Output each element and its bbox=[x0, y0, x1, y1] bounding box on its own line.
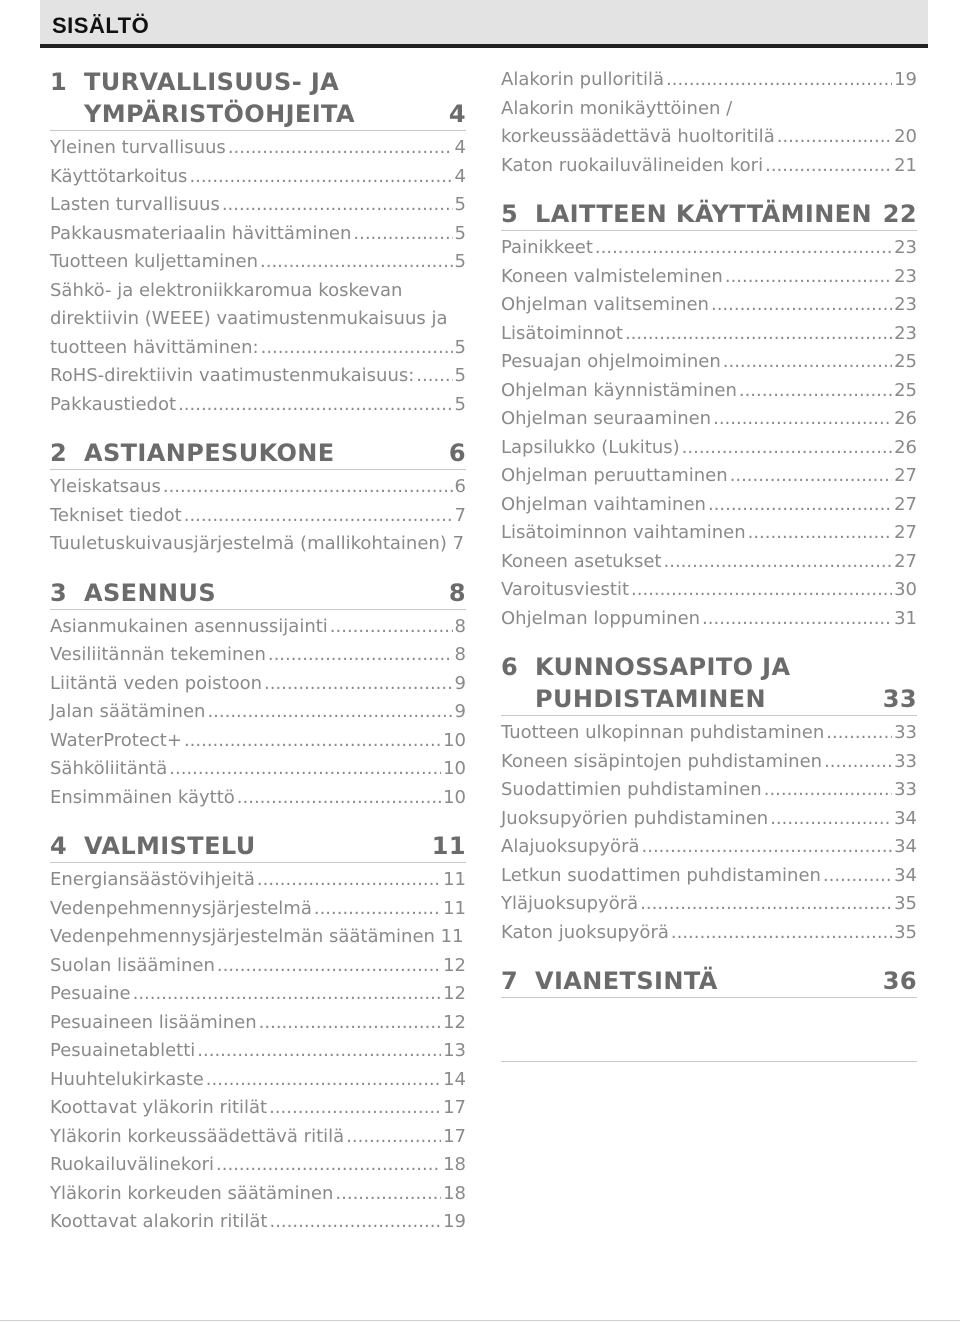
toc-entry-leader bbox=[169, 755, 441, 784]
section-title-line: LAITTEEN KÄYTTÄMINEN bbox=[535, 200, 872, 228]
toc-entry-leader bbox=[682, 434, 892, 463]
toc-entry-leader bbox=[207, 698, 452, 727]
toc-entry-page: 9 bbox=[454, 701, 466, 722]
toc-entry-page: 23 bbox=[894, 265, 917, 287]
toc-entry-leader bbox=[777, 123, 892, 152]
toc-entry-title: Huuhtelukirkaste bbox=[50, 1068, 204, 1090]
toc-entry-title: Ensimmäinen käyttö bbox=[50, 786, 235, 808]
toc-entry-line[interactable]: direktiivin (WEEE) vaatimustenmukaisuus ja bbox=[50, 308, 448, 329]
section-page: 22 bbox=[882, 200, 917, 228]
toc-entry[interactable] bbox=[50, 1208, 466, 1237]
toc-entry-title: Pakkaustiedot bbox=[50, 393, 177, 415]
toc-entry[interactable] bbox=[50, 362, 466, 391]
toc-entry-title: Pesuaine bbox=[50, 983, 131, 1004]
toc-entry[interactable] bbox=[501, 833, 917, 862]
toc-entry-title: Katon ruokailuvälineiden kori bbox=[501, 154, 764, 176]
toc-entry-page: 30 bbox=[894, 579, 917, 600]
toc-entry-page: 34 bbox=[894, 807, 917, 829]
toc-entry[interactable] bbox=[50, 641, 466, 670]
toc-entry[interactable] bbox=[501, 377, 917, 406]
toc-entry-line[interactable]: Vedenpehmennysjärjestelmän säätäminen 11 bbox=[50, 926, 464, 947]
toc-entry-page: 14 bbox=[443, 1068, 466, 1090]
toc-entry-page: 10 bbox=[443, 729, 466, 751]
toc-entry-page: 12 bbox=[443, 954, 466, 976]
toc-entry[interactable] bbox=[501, 462, 917, 491]
section-number: 2 bbox=[50, 439, 68, 467]
toc-entry[interactable] bbox=[50, 163, 466, 192]
toc-entry-leader bbox=[640, 890, 892, 919]
divider bbox=[501, 1061, 917, 1062]
toc-entry-leader bbox=[671, 919, 892, 948]
toc-entry-page: 26 bbox=[894, 436, 917, 458]
toc-entry[interactable] bbox=[50, 952, 466, 981]
toc-section-heading[interactable] bbox=[50, 577, 466, 610]
toc-entry-title: Vesiliitännän tekeminen bbox=[50, 644, 266, 665]
toc-entry-title: Painikkeet bbox=[501, 237, 593, 258]
toc-entry-leader bbox=[264, 670, 453, 699]
toc-entry-title: Tuotteen kuljettaminen bbox=[50, 251, 259, 272]
toc-entry-leader bbox=[723, 348, 892, 377]
toc-entry-title: Lasten turvallisuus bbox=[50, 194, 220, 215]
toc-entry[interactable] bbox=[50, 1094, 466, 1123]
toc-column-left bbox=[50, 66, 466, 1237]
toc-entry-page: 27 bbox=[894, 493, 917, 515]
toc-entry-page: 4 bbox=[454, 165, 466, 187]
section-title bbox=[84, 66, 449, 130]
toc-entry-page: 5 bbox=[454, 336, 466, 358]
toc-section bbox=[501, 198, 917, 633]
toc-entry-page: 11 bbox=[443, 869, 466, 890]
toc-entry[interactable] bbox=[501, 66, 917, 95]
toc-entry-title: Suolan lisääminen bbox=[50, 954, 215, 976]
toc-entry-leader bbox=[631, 576, 892, 605]
section-title bbox=[84, 577, 449, 609]
toc-entry-leader bbox=[664, 548, 893, 577]
toc-entry[interactable] bbox=[50, 727, 466, 756]
toc-entry-leader bbox=[163, 473, 453, 502]
page-title: SISÄLTÖ bbox=[52, 13, 150, 38]
toc-entry-page: 10 bbox=[443, 758, 466, 779]
toc-entry-page: 6 bbox=[454, 476, 466, 497]
toc-section-heading[interactable] bbox=[501, 651, 917, 716]
toc-entry[interactable] bbox=[501, 263, 917, 292]
toc-entry-leader bbox=[178, 391, 452, 420]
toc-entry[interactable] bbox=[501, 805, 917, 834]
toc-section-heading[interactable] bbox=[50, 830, 466, 863]
toc-entry[interactable] bbox=[50, 670, 466, 699]
toc-entry-page: 18 bbox=[443, 1182, 466, 1204]
toc-entry-leader bbox=[708, 491, 892, 520]
toc-entry-page: 9 bbox=[454, 672, 466, 694]
toc-entry-title: Vedenpehmennysjärjestelmä bbox=[50, 897, 312, 919]
toc-entry-leader bbox=[748, 519, 892, 548]
toc-entry[interactable] bbox=[501, 719, 917, 748]
toc-entry[interactable] bbox=[50, 698, 466, 727]
toc-entry-title: Katon juoksupyörä bbox=[501, 921, 669, 943]
toc-entry-page: 13 bbox=[443, 1040, 466, 1061]
toc-entry[interactable] bbox=[50, 613, 466, 642]
toc-entry-page: 5 bbox=[454, 251, 466, 272]
toc-entry[interactable] bbox=[50, 866, 466, 895]
toc-entry-title: Varoitusviestit bbox=[501, 579, 630, 600]
toc-entry-leader bbox=[702, 605, 892, 634]
toc-entry-leader bbox=[595, 234, 892, 263]
toc-entry[interactable] bbox=[50, 1009, 466, 1038]
toc-entry[interactable] bbox=[50, 784, 466, 813]
toc-entry-page: 33 bbox=[894, 750, 917, 772]
toc-entry-title: Liitäntä veden poistoon bbox=[50, 672, 263, 694]
toc-entry[interactable] bbox=[501, 405, 917, 434]
toc-section-heading[interactable] bbox=[50, 437, 466, 470]
toc-entry-line[interactable]: Alakorin monikäyttöinen / bbox=[501, 97, 733, 119]
toc-entry-page: 31 bbox=[894, 607, 917, 629]
section-number: 7 bbox=[501, 967, 519, 995]
toc-entry-page: 33 bbox=[894, 779, 917, 800]
toc-entry-title: Suodattimien puhdistaminen bbox=[501, 779, 762, 800]
toc-entry-title: RoHS-direktiivin vaatimustenmukaisuus: bbox=[50, 365, 415, 386]
toc-entry[interactable] bbox=[50, 1151, 466, 1180]
toc-entry-title: Koneen valmisteleminen bbox=[501, 265, 723, 287]
toc-entry-title: Ohjelman valitseminen bbox=[501, 294, 709, 315]
toc-section bbox=[50, 66, 466, 419]
toc-entry-page: 25 bbox=[894, 351, 917, 372]
toc-section bbox=[50, 437, 466, 559]
section-page: 36 bbox=[882, 967, 917, 995]
toc-entry-page: 20 bbox=[894, 126, 917, 147]
toc-entry[interactable] bbox=[501, 234, 917, 263]
section-page: 4 bbox=[448, 100, 466, 128]
toc-entry-leader bbox=[823, 862, 892, 891]
toc-entry-title: korkeussäädettävä huoltoritilä bbox=[501, 126, 775, 147]
toc-entry-title: Koottavat alakorin ritilät bbox=[50, 1211, 268, 1232]
section-title-line: VIANETSINTÄ bbox=[535, 967, 718, 995]
toc-entry[interactable] bbox=[501, 548, 917, 577]
toc-entry-page: 19 bbox=[894, 69, 917, 90]
toc-entry-page: 21 bbox=[894, 154, 917, 176]
toc-entry-title: Juoksupyörien puhdistaminen bbox=[501, 807, 769, 829]
toc-entry[interactable] bbox=[501, 320, 917, 349]
toc-entry[interactable] bbox=[50, 1123, 466, 1152]
toc-entry-page: 33 bbox=[894, 722, 917, 743]
toc-entry-leader bbox=[268, 641, 453, 670]
toc-entry-title: Pesuainetabletti bbox=[50, 1040, 196, 1061]
section-title bbox=[84, 437, 449, 469]
toc-entry[interactable] bbox=[501, 434, 917, 463]
toc-entry[interactable] bbox=[50, 1037, 466, 1066]
toc-entry-leader bbox=[625, 320, 892, 349]
toc-section bbox=[50, 830, 466, 1237]
toc-entry-page: 5 bbox=[454, 222, 466, 244]
toc-entry-title: Alakorin pulloritilä bbox=[501, 69, 665, 90]
toc-entry-page: 8 bbox=[454, 615, 466, 637]
toc-entry-leader bbox=[257, 866, 441, 895]
toc-entry-title: Koottavat yläkorin ritilät bbox=[50, 1097, 268, 1118]
toc-entry[interactable] bbox=[50, 1180, 466, 1209]
toc-entry-leader bbox=[206, 1066, 441, 1095]
toc-entry-leader bbox=[222, 191, 453, 220]
toc-entry-page: 17 bbox=[443, 1125, 466, 1147]
section-title-line: ASENNUS bbox=[84, 578, 216, 607]
toc-entry[interactable] bbox=[501, 748, 917, 777]
section-number: 5 bbox=[501, 200, 519, 228]
toc-entry-page: 23 bbox=[894, 322, 917, 344]
toc-entry-leader bbox=[826, 719, 892, 748]
toc-entry-title: Yleiskatsaus bbox=[50, 476, 161, 497]
toc-entry-leader bbox=[261, 334, 453, 363]
toc-entry-page: 7 bbox=[454, 504, 466, 526]
toc-entry-page: 18 bbox=[443, 1154, 466, 1175]
toc-entry-title: Ruokailuvälinekori bbox=[50, 1154, 215, 1175]
section-page: 6 bbox=[448, 439, 466, 467]
toc-entry-page: 26 bbox=[894, 408, 917, 429]
section-title-line: TURVALLISUUS- JA bbox=[84, 68, 340, 96]
toc-section bbox=[50, 577, 466, 813]
toc-entry[interactable] bbox=[501, 348, 917, 377]
toc-entry-leader bbox=[330, 613, 453, 642]
toc-entry-title: Yleinen turvallisuus bbox=[50, 137, 226, 158]
toc-entry-title: Tekniset tiedot bbox=[50, 504, 182, 526]
toc-entry-leader bbox=[346, 1123, 441, 1152]
section-title bbox=[535, 651, 883, 715]
toc-entry-page: 23 bbox=[894, 294, 917, 315]
toc-entry-page: 12 bbox=[443, 983, 466, 1004]
toc-entry-leader bbox=[189, 163, 452, 192]
toc-entry-leader bbox=[765, 152, 892, 181]
section-number: 6 bbox=[501, 653, 519, 681]
toc-entry-page: 27 bbox=[894, 522, 917, 543]
toc-entry-title: Yläjuoksupyörä bbox=[501, 893, 639, 914]
toc-entry-leader bbox=[711, 291, 892, 320]
toc-continued bbox=[501, 66, 917, 180]
toc-entry[interactable] bbox=[501, 605, 917, 634]
toc-entry-title: Energiansäästövihjeitä bbox=[50, 869, 255, 890]
toc-entry[interactable] bbox=[50, 895, 466, 924]
toc-entry-leader bbox=[237, 784, 441, 813]
toc-entry-leader bbox=[260, 248, 453, 277]
toc-entry-title: Ohjelman vaihtaminen bbox=[501, 493, 706, 515]
toc-section-heading[interactable] bbox=[50, 66, 466, 131]
toc-entry-title: Asianmukainen asennussijainti bbox=[50, 615, 328, 637]
toc-entry-leader bbox=[269, 1208, 441, 1237]
toc-entry[interactable] bbox=[50, 220, 466, 249]
toc-entry[interactable] bbox=[501, 862, 917, 891]
toc-entry[interactable] bbox=[501, 519, 917, 548]
toc-entry-leader bbox=[730, 462, 892, 491]
toc-entry-leader bbox=[184, 727, 441, 756]
toc-entry-title: tuotteen hävittäminen: bbox=[50, 336, 259, 358]
toc-entry-leader bbox=[824, 748, 892, 777]
toc-entry-title: Letkun suodattimen puhdistaminen bbox=[501, 864, 821, 886]
toc-entry-page: 19 bbox=[443, 1211, 466, 1232]
toc-entry-leader bbox=[713, 405, 892, 434]
toc-entry[interactable] bbox=[501, 123, 917, 152]
toc-entry-page: 17 bbox=[443, 1097, 466, 1118]
toc-entry-title: Ohjelman käynnistäminen bbox=[501, 379, 737, 401]
toc-entry-leader bbox=[725, 263, 892, 292]
toc-entry[interactable] bbox=[50, 248, 466, 277]
toc-entry-page: 35 bbox=[894, 893, 917, 914]
toc-entry-leader bbox=[416, 362, 452, 391]
toc-entry-title: Alajuoksupyörä bbox=[501, 836, 640, 857]
toc-entry-page: 5 bbox=[454, 365, 466, 386]
toc-entry-page: 27 bbox=[894, 465, 917, 486]
toc-entry-leader bbox=[259, 1009, 441, 1038]
toc-entry-page: 34 bbox=[894, 836, 917, 857]
toc-entry-leader bbox=[770, 805, 892, 834]
toc-section bbox=[501, 651, 917, 947]
section-title-line: KUNNOSSAPITO JA bbox=[535, 653, 791, 681]
toc-entry-title: Koneen asetukset bbox=[501, 550, 662, 572]
toc-entry-page: 4 bbox=[454, 137, 466, 158]
section-page: 11 bbox=[431, 832, 466, 860]
toc-entry[interactable] bbox=[50, 473, 466, 502]
toc-column-right bbox=[501, 66, 917, 1001]
toc-entry[interactable] bbox=[501, 776, 917, 805]
section-title-line: ASTIANPESUKONE bbox=[84, 439, 335, 467]
toc-entry-title: Tuotteen ulkopinnan puhdistaminen bbox=[501, 722, 825, 743]
section-title-line: YMPÄRISTÖOHJEITA bbox=[84, 100, 355, 128]
toc-entry-title: Sähköliitäntä bbox=[50, 758, 168, 779]
toc-entry[interactable] bbox=[50, 191, 466, 220]
toc-entry-page: 34 bbox=[894, 864, 917, 886]
toc-entry-page: 27 bbox=[894, 550, 917, 572]
toc-entry-leader bbox=[228, 134, 453, 163]
section-number: 3 bbox=[50, 578, 68, 607]
toc-entry-page: 5 bbox=[454, 194, 466, 215]
toc-entry-leader bbox=[184, 502, 453, 531]
section-title bbox=[535, 198, 883, 230]
toc-entry-title: Lapsilukko (Lukitus) bbox=[501, 436, 680, 458]
toc-entry-leader bbox=[642, 833, 893, 862]
section-page: 33 bbox=[882, 685, 917, 713]
toc-entry-line[interactable]: Tuuletuskuivausjärjestelmä (mallikohtainen) 7 bbox=[50, 533, 465, 554]
toc-entry-page: 11 bbox=[443, 897, 466, 919]
toc-entry-page: 10 bbox=[443, 786, 466, 808]
toc-entry[interactable] bbox=[501, 576, 917, 605]
toc-entry[interactable] bbox=[50, 502, 466, 531]
toc-entry-title: Käyttötarkoitus bbox=[50, 165, 188, 187]
toc-entry[interactable] bbox=[50, 334, 466, 363]
section-title-line: PUHDISTAMINEN bbox=[535, 685, 766, 713]
page-header bbox=[40, 0, 928, 48]
toc-entry-leader bbox=[739, 377, 892, 406]
toc-section bbox=[501, 965, 917, 998]
toc-entry[interactable] bbox=[501, 919, 917, 948]
section-title bbox=[535, 965, 883, 997]
toc-entry-leader bbox=[666, 66, 892, 95]
toc-entry-leader bbox=[335, 1180, 441, 1209]
toc-section-heading[interactable] bbox=[501, 198, 917, 231]
section-number: 1 bbox=[50, 68, 68, 96]
toc-entry[interactable] bbox=[501, 890, 917, 919]
toc-entry-title: Lisätoiminnon vaihtaminen bbox=[501, 522, 746, 543]
toc-entry-page: 35 bbox=[894, 921, 917, 943]
page-bottom-rule bbox=[0, 1320, 960, 1321]
toc-entry-page: 25 bbox=[894, 379, 917, 401]
toc-entry-title: Ohjelman peruuttaminen bbox=[501, 465, 728, 486]
toc-entry-leader bbox=[133, 980, 442, 1009]
toc-entry-title: WaterProtect+ bbox=[50, 729, 182, 751]
toc-entry-title: Yläkorin korkeussäädettävä ritilä bbox=[50, 1125, 345, 1147]
toc-entry-title: Yläkorin korkeuden säätäminen bbox=[50, 1182, 334, 1204]
toc-entry-line[interactable]: Sähkö- ja elektroniikkaromua koskevan bbox=[50, 279, 403, 301]
toc-entry-page: 8 bbox=[454, 644, 466, 665]
toc-entry-page: 5 bbox=[454, 393, 466, 415]
toc-entry-leader bbox=[216, 1151, 441, 1180]
toc-entry-leader bbox=[353, 220, 452, 249]
toc-entry-title: Pesuajan ohjelmoiminen bbox=[501, 351, 721, 372]
toc-entry-title: Lisätoiminnot bbox=[501, 322, 623, 344]
toc-entry-leader bbox=[197, 1037, 441, 1066]
toc-entry-title: Pesuaineen lisääminen bbox=[50, 1011, 257, 1033]
toc-entry-title: Pakkausmateriaalin hävittäminen bbox=[50, 222, 352, 244]
toc-section-heading[interactable] bbox=[501, 965, 917, 998]
toc-entry-page: 12 bbox=[443, 1011, 466, 1033]
section-number: 4 bbox=[50, 832, 68, 860]
toc-entry-page: 23 bbox=[894, 237, 917, 258]
toc-entry-title: Koneen sisäpintojen puhdistaminen bbox=[501, 750, 823, 772]
toc-entry-title: Jalan säätäminen bbox=[50, 701, 206, 722]
toc-entry-leader bbox=[764, 776, 892, 805]
toc-entry-leader bbox=[269, 1094, 441, 1123]
section-page: 8 bbox=[448, 578, 466, 607]
toc-entry-title: Ohjelman loppuminen bbox=[501, 607, 701, 629]
toc-entry-leader bbox=[217, 952, 441, 981]
toc-entry[interactable] bbox=[50, 1066, 466, 1095]
toc-entry[interactable] bbox=[501, 152, 917, 181]
toc-entry[interactable] bbox=[50, 391, 466, 420]
toc-entry[interactable] bbox=[50, 134, 466, 163]
toc-entry-leader bbox=[314, 895, 441, 924]
section-title-line: VALMISTELU bbox=[84, 832, 256, 860]
section-title bbox=[84, 830, 432, 862]
toc-entry-title: Ohjelman seuraaminen bbox=[501, 408, 712, 429]
toc-entry[interactable] bbox=[501, 491, 917, 520]
toc-entry[interactable] bbox=[50, 980, 466, 1009]
toc-entry[interactable] bbox=[50, 755, 466, 784]
toc-entry[interactable] bbox=[501, 291, 917, 320]
